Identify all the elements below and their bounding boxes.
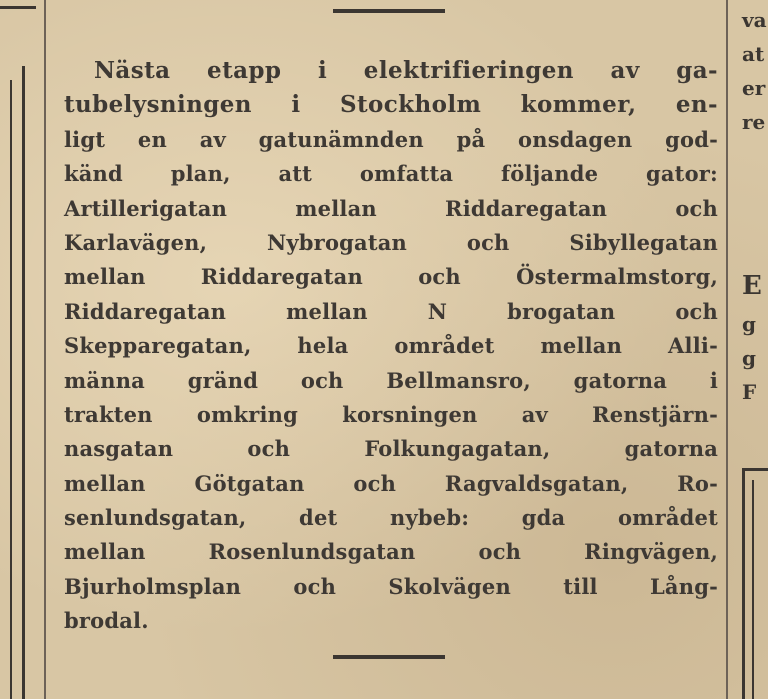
article-line: känd plan, att omfatta följande gator: [64, 161, 718, 187]
article-line: brodal. [64, 608, 149, 634]
column-divider-right [726, 0, 728, 699]
article-line: Artillerigatan mellan Riddaregatan och [64, 195, 718, 221]
right-column-fragment: re [742, 110, 766, 134]
right-column-fragment: at [742, 42, 765, 66]
article-line: tubelysningen i Stockholm kommer, en- [64, 91, 718, 119]
article-body [64, 54, 718, 639]
right-column-frame-inner [752, 480, 768, 699]
article-line: nasgatan och Folkungagatan, gatorna [64, 436, 718, 462]
section-rule-top [333, 9, 445, 13]
article-line: männa gränd och Bellmansro, gatorna i [64, 367, 718, 393]
right-column-fragment: g [742, 312, 756, 336]
article-line: mellan Götgatan och Ragvaldsgatan, Ro- [64, 470, 718, 496]
article-line: Nästa etapp i elektrifieringen av ga- [94, 57, 718, 84]
column-divider-left [44, 0, 46, 699]
section-rule-bottom [333, 655, 445, 659]
right-column-fragment: F [742, 380, 757, 404]
article-line: trakten omkring korsningen av Renstjärn- [64, 401, 718, 427]
article-line: mellan Riddaregatan och Östermalmstorg, [64, 264, 718, 290]
article-line: Riddaregatan mellan N brogatan och [64, 298, 718, 324]
right-column-fragment: g [742, 346, 756, 370]
left-column-rule [0, 6, 36, 9]
left-column-edge [0, 0, 46, 699]
article-line: ligt en av gatunämnden på onsdagen god- [64, 126, 718, 152]
article-line: senlundsgatan, det nybeb: gda området [64, 505, 718, 531]
article-line: Karlavägen, Nybrogatan och Sibyllegatan [64, 229, 718, 255]
left-column-frame-inner [0, 80, 12, 699]
right-column-fragment: E [742, 271, 762, 301]
right-column-fragment: va [742, 8, 767, 32]
article-line: Bjurholmsplan och Skolvägen till Lång- [64, 573, 718, 599]
right-column-fragment: er [742, 76, 766, 100]
article-line: mellan Rosenlundsgatan och Ringvägen, [64, 539, 718, 565]
article-line: Skepparegatan, hela området mellan Alli- [64, 333, 718, 359]
right-column-edge [740, 0, 768, 699]
